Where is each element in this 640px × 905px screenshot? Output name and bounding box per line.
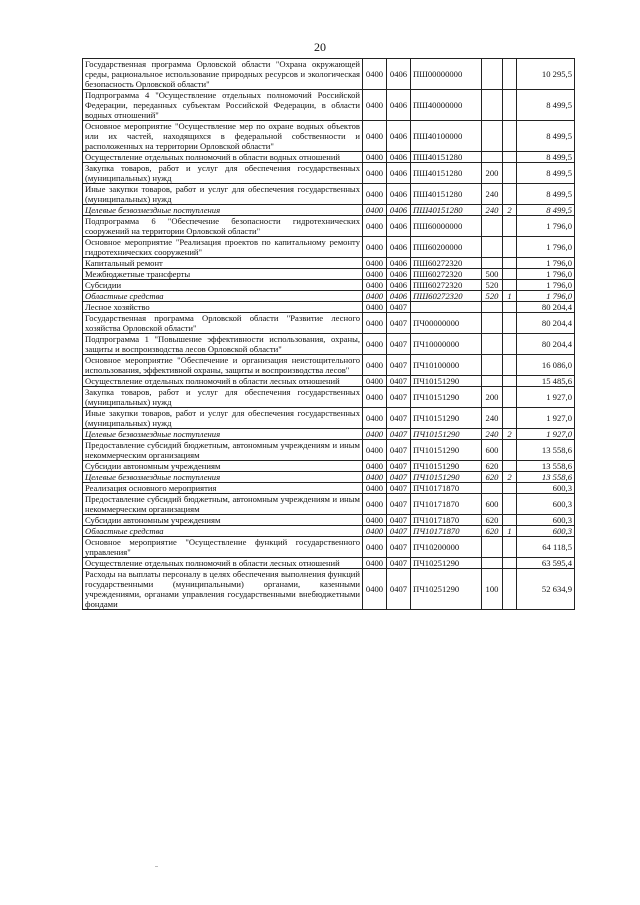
row-section-code: 0400 [363, 184, 387, 205]
row-expense-type: 500 [482, 269, 503, 280]
table-row [83, 376, 575, 387]
row-expense-type: 100 [482, 569, 503, 610]
row-subsection-code: 0406 [387, 269, 411, 280]
table-row [83, 483, 575, 494]
table-row [83, 258, 575, 269]
row-name: Закупка товаров, работ и услуг для обеспечения государственных (муниципальных) нужд [83, 387, 363, 408]
row-target-item: ПЧ10251290 [411, 569, 482, 610]
row-target-item: ПЧ10171870 [411, 515, 482, 526]
row-target-item: ПШ00000000 [411, 59, 482, 90]
row-amount: 8 499,5 [517, 90, 575, 121]
row-name: Субсидии автономным учреждениям [83, 515, 363, 526]
row-funding-source [503, 355, 517, 376]
row-target-item: ПЧ10151290 [411, 429, 482, 440]
row-subsection-code: 0407 [387, 526, 411, 537]
table-row [83, 90, 575, 121]
table-row [83, 387, 575, 408]
table-row [83, 440, 575, 461]
table-row [83, 237, 575, 258]
row-name: Государственная программа Орловской области "Охрана окружающей среды, рациональное использование природных ресурсов и экологическая безопасность Орловской области" [83, 59, 363, 90]
row-subsection-code: 0406 [387, 237, 411, 258]
row-amount: 16 086,0 [517, 355, 575, 376]
row-subsection-code: 0406 [387, 258, 411, 269]
row-name: Капитальный ремонт [83, 258, 363, 269]
row-name: Областные средства [83, 526, 363, 537]
table-row [83, 184, 575, 205]
row-amount: 8 499,5 [517, 152, 575, 163]
row-expense-type: 600 [482, 440, 503, 461]
row-subsection-code: 0407 [387, 494, 411, 515]
row-expense-type: 240 [482, 184, 503, 205]
row-name: Закупка товаров, работ и услуг для обеспечения государственных (муниципальных) нужд [83, 163, 363, 184]
row-name: Осуществление отдельных полномочий в области лесных отношений [83, 558, 363, 569]
scan-speck [155, 866, 158, 867]
row-funding-source: 2 [503, 472, 517, 483]
row-funding-source [503, 387, 517, 408]
row-amount: 600,3 [517, 515, 575, 526]
row-amount: 1 927,0 [517, 387, 575, 408]
row-funding-source [503, 90, 517, 121]
row-expense-type: 200 [482, 163, 503, 184]
row-name: Целевые безвозмездные поступления [83, 205, 363, 216]
row-section-code: 0400 [363, 121, 387, 152]
table-row [83, 205, 575, 216]
row-section-code: 0400 [363, 90, 387, 121]
row-target-item: ПЧ10151290 [411, 461, 482, 472]
row-name: Иные закупки товаров, работ и услуг для обеспечения государственных (муниципальных) нужд [83, 184, 363, 205]
row-amount: 1 927,0 [517, 408, 575, 429]
row-amount: 63 595,4 [517, 558, 575, 569]
row-funding-source [503, 313, 517, 334]
row-funding-source [503, 237, 517, 258]
table-row [83, 216, 575, 237]
row-section-code: 0400 [363, 472, 387, 483]
row-section-code: 0400 [363, 483, 387, 494]
row-subsection-code: 0406 [387, 205, 411, 216]
row-subsection-code: 0407 [387, 355, 411, 376]
row-name: Целевые безвозмездные поступления [83, 429, 363, 440]
row-name: Основное мероприятие "Обеспечение и организация неистощительного использования, эффективной охраны, защиты и воспроизводства лесов" [83, 355, 363, 376]
row-funding-source [503, 302, 517, 313]
row-amount: 600,3 [517, 483, 575, 494]
table-row [83, 121, 575, 152]
row-funding-source: 2 [503, 429, 517, 440]
row-expense-type [482, 302, 503, 313]
row-funding-source [503, 184, 517, 205]
row-name: Основное мероприятие "Осуществление функций государственного управления" [83, 537, 363, 558]
row-name: Государственная программа Орловской области "Развитие лесного хозяйства Орловской области" [83, 313, 363, 334]
row-subsection-code: 0407 [387, 302, 411, 313]
row-target-item: ПЧ10171870 [411, 526, 482, 537]
row-expense-type: 620 [482, 472, 503, 483]
row-subsection-code: 0407 [387, 376, 411, 387]
row-expense-type [482, 152, 503, 163]
row-target-item: ПШ40151280 [411, 163, 482, 184]
row-expense-type [482, 537, 503, 558]
row-amount: 64 118,5 [517, 537, 575, 558]
row-amount: 600,3 [517, 494, 575, 515]
row-name: Предоставление субсидий бюджетным, автономным учреждениям и иным некоммерческим организациям [83, 494, 363, 515]
row-amount: 80 204,4 [517, 313, 575, 334]
table-row [83, 334, 575, 355]
row-section-code: 0400 [363, 569, 387, 610]
table-row [83, 355, 575, 376]
row-section-code: 0400 [363, 205, 387, 216]
row-target-item: ПШ60272320 [411, 280, 482, 291]
row-amount: 8 499,5 [517, 163, 575, 184]
row-expense-type: 600 [482, 494, 503, 515]
row-subsection-code: 0407 [387, 537, 411, 558]
row-subsection-code: 0407 [387, 472, 411, 483]
row-section-code: 0400 [363, 334, 387, 355]
budget-table [82, 58, 575, 610]
row-funding-source [503, 59, 517, 90]
row-target-item: ПЧ10151290 [411, 472, 482, 483]
row-expense-type: 240 [482, 408, 503, 429]
row-target-item: ПШ40151280 [411, 152, 482, 163]
row-subsection-code: 0406 [387, 90, 411, 121]
row-expense-type [482, 59, 503, 90]
row-section-code: 0400 [363, 526, 387, 537]
row-target-item: ПЧ00000000 [411, 313, 482, 334]
row-amount: 13 558,6 [517, 461, 575, 472]
budget-table-body [83, 59, 575, 610]
row-section-code: 0400 [363, 494, 387, 515]
table-row [83, 537, 575, 558]
row-subsection-code: 0407 [387, 461, 411, 472]
row-expense-type: 240 [482, 205, 503, 216]
row-amount: 13 558,6 [517, 440, 575, 461]
row-amount: 80 204,4 [517, 334, 575, 355]
row-funding-source [503, 408, 517, 429]
row-name: Подпрограмма 6 "Обеспечение безопасности гидротехнических сооружений на территории Орловской области" [83, 216, 363, 237]
row-section-code: 0400 [363, 376, 387, 387]
row-section-code: 0400 [363, 461, 387, 472]
row-name: Расходы на выплаты персоналу в целях обеспечения выполнения функций государственными (муниципальными) органами, казенными учреждениями, органами управления государственными внебюджетными фондами [83, 569, 363, 610]
row-section-code: 0400 [363, 291, 387, 302]
row-target-item: ПШ60272320 [411, 258, 482, 269]
page-number: 20 [314, 40, 326, 54]
table-row [83, 461, 575, 472]
row-funding-source [503, 461, 517, 472]
row-target-item: ПШ40100000 [411, 121, 482, 152]
row-section-code: 0400 [363, 387, 387, 408]
row-section-code: 0400 [363, 313, 387, 334]
row-target-item: ПЧ10200000 [411, 537, 482, 558]
row-section-code: 0400 [363, 237, 387, 258]
row-amount: 13 558,6 [517, 472, 575, 483]
row-target-item: ПЧ10171870 [411, 483, 482, 494]
table-row [83, 269, 575, 280]
row-subsection-code: 0406 [387, 216, 411, 237]
row-amount: 1 796,0 [517, 291, 575, 302]
row-section-code: 0400 [363, 429, 387, 440]
row-name: Предоставление субсидий бюджетным, автономным учреждениям и иным некоммерческим организациям [83, 440, 363, 461]
row-name: Лесное хозяйство [83, 302, 363, 313]
row-section-code: 0400 [363, 152, 387, 163]
row-expense-type: 620 [482, 461, 503, 472]
row-amount: 15 485,6 [517, 376, 575, 387]
row-subsection-code: 0407 [387, 515, 411, 526]
row-section-code: 0400 [363, 302, 387, 313]
table-row [83, 429, 575, 440]
row-target-item: ПЧ10171870 [411, 494, 482, 515]
row-funding-source [503, 280, 517, 291]
row-expense-type: 240 [482, 429, 503, 440]
row-section-code: 0400 [363, 408, 387, 429]
row-target-item: ПШ40151280 [411, 184, 482, 205]
row-subsection-code: 0407 [387, 334, 411, 355]
row-amount: 1 796,0 [517, 280, 575, 291]
row-target-item: ПЧ10151290 [411, 440, 482, 461]
row-amount: 1 796,0 [517, 269, 575, 280]
row-funding-source: 1 [503, 291, 517, 302]
row-expense-type [482, 558, 503, 569]
row-expense-type [482, 121, 503, 152]
row-funding-source [503, 121, 517, 152]
row-expense-type [482, 355, 503, 376]
row-funding-source [503, 537, 517, 558]
row-funding-source [503, 163, 517, 184]
row-funding-source [503, 558, 517, 569]
row-funding-source [503, 483, 517, 494]
row-target-item: ПЧ10151290 [411, 376, 482, 387]
row-expense-type: 620 [482, 515, 503, 526]
row-subsection-code: 0406 [387, 163, 411, 184]
row-subsection-code: 0406 [387, 152, 411, 163]
row-subsection-code: 0407 [387, 408, 411, 429]
row-target-item: ПЧ10000000 [411, 334, 482, 355]
row-amount: 80 204,4 [517, 302, 575, 313]
row-subsection-code: 0406 [387, 121, 411, 152]
row-funding-source [503, 216, 517, 237]
row-name: Субсидии автономным учреждениям [83, 461, 363, 472]
table-row [83, 152, 575, 163]
row-target-item: ПШ60200000 [411, 237, 482, 258]
row-expense-type [482, 313, 503, 334]
row-name: Реализация основного мероприятия [83, 483, 363, 494]
row-funding-source: 2 [503, 205, 517, 216]
row-funding-source: 1 [503, 526, 517, 537]
row-target-item: ПЧ10151290 [411, 387, 482, 408]
row-amount: 1 796,0 [517, 237, 575, 258]
row-subsection-code: 0407 [387, 569, 411, 610]
row-section-code: 0400 [363, 163, 387, 184]
row-target-item: ПЧ10100000 [411, 355, 482, 376]
table-row [83, 163, 575, 184]
row-target-item: ПШ40000000 [411, 90, 482, 121]
row-target-item: ПШ60272320 [411, 269, 482, 280]
table-row [83, 515, 575, 526]
table-row [83, 569, 575, 610]
row-amount: 600,3 [517, 526, 575, 537]
table-row [83, 408, 575, 429]
row-amount: 8 499,5 [517, 184, 575, 205]
row-subsection-code: 0407 [387, 440, 411, 461]
row-subsection-code: 0407 [387, 483, 411, 494]
row-amount: 10 295,5 [517, 59, 575, 90]
row-expense-type [482, 90, 503, 121]
row-name: Иные закупки товаров, работ и услуг для обеспечения государственных (муниципальных) нужд [83, 408, 363, 429]
row-expense-type [482, 483, 503, 494]
row-expense-type: 200 [482, 387, 503, 408]
table-row [83, 291, 575, 302]
row-section-code: 0400 [363, 59, 387, 90]
row-funding-source [503, 152, 517, 163]
row-section-code: 0400 [363, 280, 387, 291]
table-row [83, 313, 575, 334]
row-amount: 1 796,0 [517, 216, 575, 237]
row-amount: 1 927,0 [517, 429, 575, 440]
row-subsection-code: 0406 [387, 280, 411, 291]
row-funding-source [503, 269, 517, 280]
row-target-item: ПЧ10251290 [411, 558, 482, 569]
row-name: Субсидии [83, 280, 363, 291]
row-name: Областные средства [83, 291, 363, 302]
row-section-code: 0400 [363, 355, 387, 376]
table-row [83, 472, 575, 483]
row-expense-type [482, 376, 503, 387]
row-subsection-code: 0407 [387, 387, 411, 408]
row-funding-source [503, 376, 517, 387]
row-target-item: ПШ60000000 [411, 216, 482, 237]
row-funding-source [503, 515, 517, 526]
row-funding-source [503, 334, 517, 355]
row-subsection-code: 0407 [387, 558, 411, 569]
table-row [83, 59, 575, 90]
row-section-code: 0400 [363, 258, 387, 269]
row-name: Основное мероприятие "Реализация проектов по капитальному ремонту гидротехнических сооружений" [83, 237, 363, 258]
row-name: Подпрограмма 1 "Повышение эффективности использования, охраны, защиты и воспроизводства лесов Орловской области" [83, 334, 363, 355]
row-expense-type: 520 [482, 280, 503, 291]
row-name: Осуществление отдельных полномочий в области лесных отношений [83, 376, 363, 387]
table-row [83, 302, 575, 313]
row-target-item: ПЧ10151290 [411, 408, 482, 429]
row-target-item: ПШ40151280 [411, 205, 482, 216]
row-funding-source [503, 258, 517, 269]
row-subsection-code: 0407 [387, 429, 411, 440]
row-section-code: 0400 [363, 537, 387, 558]
row-funding-source [503, 569, 517, 610]
row-name: Основное мероприятие "Осуществление мер по охране водных объектов или их частей, находящихся в федеральной собственности и расположенных на территории Орловской области" [83, 121, 363, 152]
row-section-code: 0400 [363, 558, 387, 569]
row-expense-type: 620 [482, 526, 503, 537]
row-expense-type [482, 258, 503, 269]
row-amount: 52 634,9 [517, 569, 575, 610]
row-section-code: 0400 [363, 515, 387, 526]
row-subsection-code: 0406 [387, 291, 411, 302]
row-section-code: 0400 [363, 216, 387, 237]
row-target-item [411, 302, 482, 313]
table-row [83, 526, 575, 537]
row-name: Целевые безвозмездные поступления [83, 472, 363, 483]
row-amount: 8 499,5 [517, 121, 575, 152]
row-subsection-code: 0406 [387, 184, 411, 205]
row-expense-type: 520 [482, 291, 503, 302]
row-expense-type [482, 334, 503, 355]
row-name: Осуществление отдельных полномочий в области водных отношений [83, 152, 363, 163]
row-section-code: 0400 [363, 440, 387, 461]
row-target-item: ПШ60272320 [411, 291, 482, 302]
row-name: Межбюджетные трансферты [83, 269, 363, 280]
row-funding-source [503, 494, 517, 515]
row-expense-type [482, 237, 503, 258]
row-amount: 1 796,0 [517, 258, 575, 269]
row-funding-source [503, 440, 517, 461]
row-section-code: 0400 [363, 269, 387, 280]
row-subsection-code: 0407 [387, 313, 411, 334]
table-row [83, 494, 575, 515]
row-name: Подпрограмма 4 "Осуществление отдельных полномочий Российской Федерации, переданных субъектам Российской Федерации, в области водных отношений" [83, 90, 363, 121]
table-row [83, 558, 575, 569]
row-subsection-code: 0406 [387, 59, 411, 90]
row-amount: 8 499,5 [517, 205, 575, 216]
row-expense-type [482, 216, 503, 237]
table-row [83, 280, 575, 291]
